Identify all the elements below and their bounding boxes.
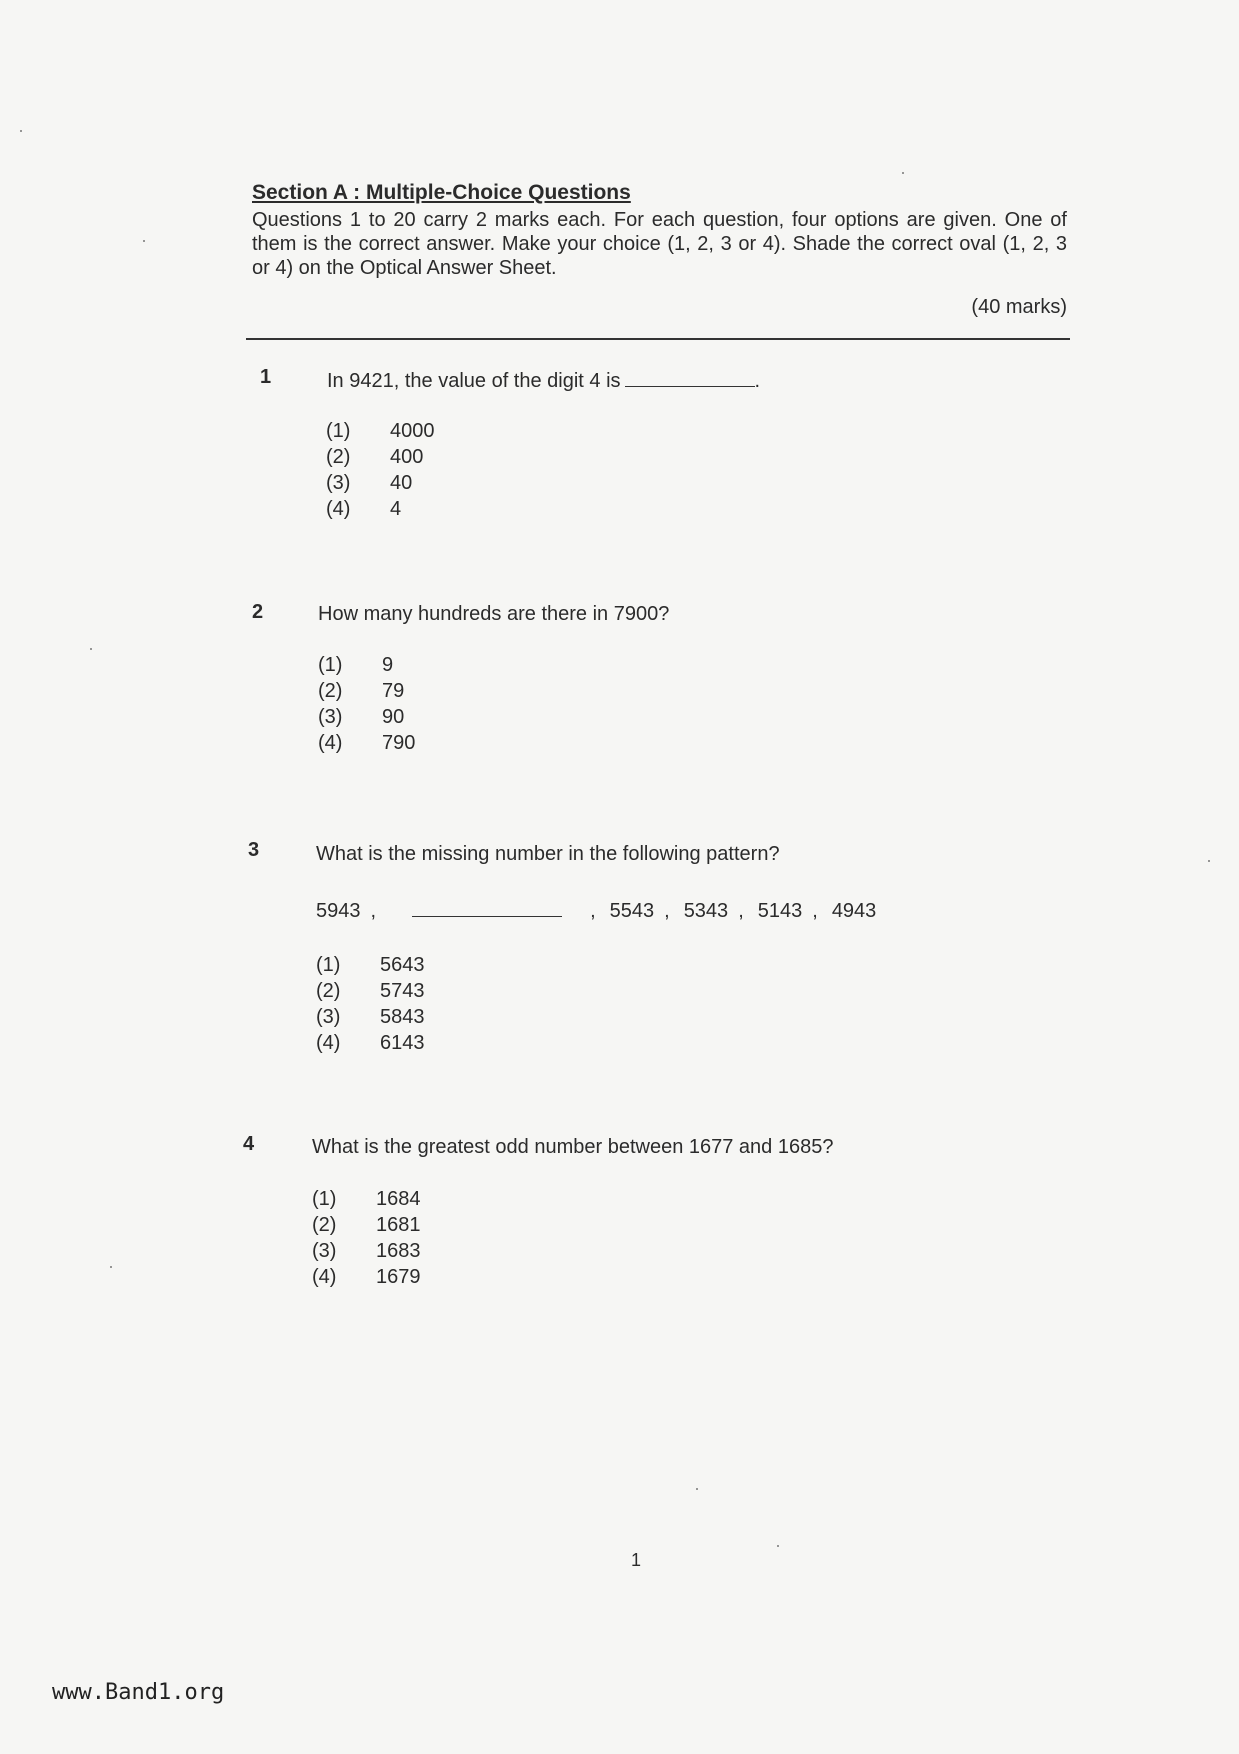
option-value: 1681 xyxy=(376,1214,421,1236)
pattern-term: 4943 xyxy=(831,900,877,922)
option xyxy=(318,704,415,730)
option-value: 1679 xyxy=(376,1266,421,1288)
option xyxy=(312,1264,421,1290)
option-value: 4000 xyxy=(390,420,435,442)
option-label: (3) xyxy=(326,472,351,494)
option xyxy=(316,1004,425,1030)
option-value: 1683 xyxy=(376,1240,421,1262)
pattern-term: 5343 xyxy=(683,900,729,922)
option xyxy=(326,496,435,522)
option-label: (3) xyxy=(312,1240,337,1262)
section-marks: (40 marks) xyxy=(971,296,1067,318)
option-label: (1) xyxy=(316,954,341,976)
option xyxy=(326,470,435,496)
option-value: 5743 xyxy=(380,980,425,1002)
question-4-options xyxy=(312,1186,421,1290)
pattern-separator: , xyxy=(370,900,377,922)
option-label: (2) xyxy=(316,980,341,1002)
option-value: 90 xyxy=(382,706,405,728)
pattern-blank xyxy=(412,900,562,917)
option-label: (4) xyxy=(316,1032,341,1054)
pattern-separator: , xyxy=(738,900,744,922)
question-1-prompt: In 9421, the value of the digit 4 is xyxy=(327,370,621,392)
option xyxy=(318,730,415,756)
question-1-options xyxy=(326,418,435,522)
question-2-options xyxy=(318,652,415,756)
question-1-trailing: . xyxy=(754,370,761,392)
option-value: 6143 xyxy=(380,1032,425,1054)
page-number: 1 xyxy=(631,1550,642,1570)
scan-speck xyxy=(110,1266,112,1268)
scan-speck xyxy=(696,1488,698,1490)
question-3-number: 3 xyxy=(248,839,260,861)
scan-speck xyxy=(20,130,22,132)
option-value: 5643 xyxy=(380,954,425,976)
question-2-number: 2 xyxy=(252,601,264,623)
option-label: (2) xyxy=(312,1214,337,1236)
question-4-number: 4 xyxy=(243,1133,255,1155)
footer-watermark: www.Band1.org xyxy=(52,1680,225,1705)
option xyxy=(326,444,435,470)
option xyxy=(316,952,425,978)
option-label: (4) xyxy=(326,498,351,520)
option xyxy=(318,678,415,704)
question-2-text: How many hundreds are there in 7900? xyxy=(318,603,670,625)
option-label: (4) xyxy=(318,732,343,754)
scan-speck xyxy=(143,240,145,242)
option xyxy=(326,418,435,444)
pattern-separator: , xyxy=(664,900,670,922)
scan-speck xyxy=(90,648,92,650)
option-value: 4 xyxy=(390,498,402,520)
scan-speck xyxy=(1208,860,1210,862)
section-divider xyxy=(246,338,1070,340)
number-pattern xyxy=(316,900,876,923)
pattern-term: 5543 xyxy=(609,900,655,922)
option-value: 1684 xyxy=(376,1188,421,1210)
scan-speck xyxy=(777,1545,779,1547)
option-label: (2) xyxy=(326,446,351,468)
option xyxy=(318,652,415,678)
option xyxy=(312,1212,421,1238)
option-value: 79 xyxy=(382,680,405,702)
option-value: 9 xyxy=(382,654,394,676)
option xyxy=(312,1186,421,1212)
pattern-term: 5143 xyxy=(757,900,803,922)
option-label: (1) xyxy=(318,654,343,676)
scan-speck xyxy=(902,172,904,174)
option xyxy=(316,1030,425,1056)
answer-blank xyxy=(625,368,755,387)
question-1-number: 1 xyxy=(260,366,272,388)
option-value: 40 xyxy=(390,472,413,494)
question-4-text: What is the greatest odd number between 1677 and 1685? xyxy=(312,1136,834,1158)
question-3-options xyxy=(316,952,425,1056)
option-label: (4) xyxy=(312,1266,337,1288)
option-label: (3) xyxy=(316,1006,341,1028)
pattern-separator: , xyxy=(812,900,818,922)
option-label: (1) xyxy=(312,1188,337,1210)
pattern-separator: , xyxy=(590,900,596,922)
section-title: Section A : Multiple-Choice Questions xyxy=(252,181,631,204)
option-value: 5843 xyxy=(380,1006,425,1028)
option-label: (1) xyxy=(326,420,351,442)
question-1-text xyxy=(327,368,760,393)
option xyxy=(316,978,425,1004)
option-value: 400 xyxy=(390,446,424,468)
option xyxy=(312,1238,421,1264)
section-instructions: Questions 1 to 20 carry 2 marks each. For each question, four options are given. One of them is the correct answer. Make your choice (1, 2, 3 or 4). Shade the correct oval (1, 2, 3 or 4) on the Optical Answer Sheet. xyxy=(252,209,1067,279)
pattern-term: 5943 xyxy=(316,900,361,922)
question-3-text: What is the missing number in the following pattern? xyxy=(316,843,780,865)
option-value: 790 xyxy=(382,732,416,754)
option-label: (2) xyxy=(318,680,343,702)
option-label: (3) xyxy=(318,706,343,728)
